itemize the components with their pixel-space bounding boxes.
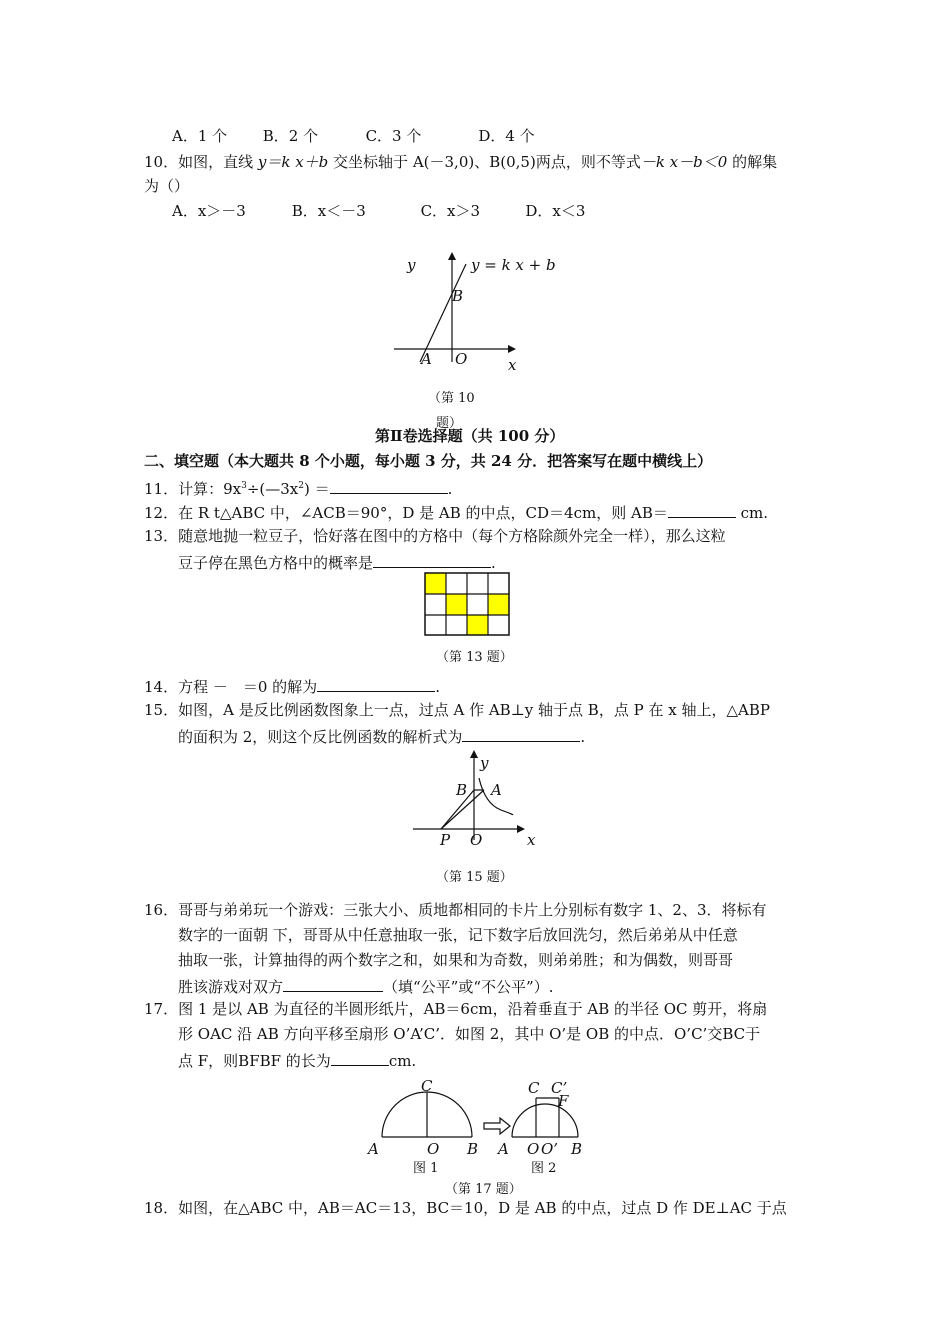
q17-fig2-label-f: F — [558, 1092, 569, 1110]
q10-y-arrow — [448, 252, 456, 260]
q17-arrow — [484, 1118, 510, 1134]
q17-fig2-label-c: C — [528, 1079, 540, 1097]
q10-options — [172, 201, 585, 221]
q13-cell-yellow-2 — [446, 594, 467, 615]
q10-label-a: A — [421, 350, 432, 368]
q15-line1 — [144, 700, 770, 720]
q10-caption-1: （第 10 — [428, 391, 475, 406]
q17-line2: 形 OAC 沿 AB 方向平移至扇形 O’A’C’．如图 2，其中 O’是 OB 的中点．O’C’交BC于 — [178, 1025, 761, 1043]
q16-line2: 数字的一面朝 下，哥哥从中任意抽取一张，记下数字后放回洗匀，然后弟弟从中任意 — [178, 926, 738, 944]
q16-answer-blank[interactable] — [283, 975, 383, 992]
q15-label-b: B — [456, 781, 468, 799]
q14-end: . — [435, 678, 440, 696]
q17-fig2-label-o: O — [527, 1140, 540, 1158]
q17-fig1-label-c: C — [421, 1077, 433, 1095]
q10-text-c: 两点，则不等式 — [535, 153, 641, 171]
q13-caption: （第 13 题） — [436, 650, 513, 665]
q10-num: 10． — [144, 153, 179, 171]
q15-x-arrow — [517, 825, 525, 833]
q10-eq: y＝k x＋b — [257, 153, 329, 171]
q17-answer-blank[interactable] — [331, 1049, 389, 1066]
q10-option-c: C．x＞3 — [420, 202, 481, 220]
q17-num: 17． — [144, 1000, 179, 1018]
q15-end: . — [580, 728, 586, 746]
q11-sup1: 3 — [241, 481, 247, 491]
q15-line2 — [178, 725, 585, 747]
q13-text-1: 随意地抛一粒豆子，恰好落在图中的方格中（每个方格除颜外完全一样），那么这粒 — [178, 527, 726, 545]
q10-label-eq: y = k x + b — [471, 256, 556, 274]
q18-text: 如图，在△ABC 中，AB＝AC＝13，BC＝10，D 是 AB 的中点，过点 D 作 DE⊥AC 于点 — [178, 1199, 787, 1217]
q17-fig1-label-b: B — [467, 1140, 479, 1158]
q16-line3: 抽取一张，计算抽得的两个数字之和，如果和为奇数，则弟弟胜；和为偶数，则哥哥 — [178, 951, 734, 969]
q11-num: 11． — [144, 480, 179, 498]
q11-end: . — [447, 480, 453, 498]
q16-line4 — [178, 975, 553, 997]
q10-option-d: D．x＜3 — [525, 202, 586, 220]
q17-fig1-label: 图 1 — [413, 1161, 439, 1176]
q15-text-1: 如图，A 是反比例函数图象上一点，过点 A 作 AB⊥y 轴于点 B，点 P 在 x 轴上，△ABP — [178, 701, 770, 719]
q11-mid: ÷(—3x — [246, 480, 299, 498]
q10-line1 — [144, 152, 777, 172]
q17-fig2-label-b: B — [571, 1140, 583, 1158]
q11-pre: 计算：9x — [178, 480, 242, 498]
q14-answer-blank[interactable] — [317, 675, 435, 692]
q9-option-c: C．3 个 — [365, 127, 422, 145]
q17-text-1: 图 1 是以 AB 为直径的半圆形纸片，AB＝6cm，沿着垂直于 AB 的半径 OC 剪开，将扇 — [178, 1000, 768, 1018]
q17-text-3: 点 F，则BFBF 的长为 — [178, 1052, 331, 1070]
q16-text-1: 哥哥与弟弟玩一个游戏：三张大小、质地都相同的卡片上分别标有数字 1、2、3．将标有 — [178, 901, 767, 919]
q10-text-d: 的解集 — [727, 153, 778, 171]
q9-option-d: D．4 个 — [478, 127, 535, 145]
q10-label-x: x — [508, 356, 517, 374]
q14 — [144, 675, 440, 697]
q16-num: 16． — [144, 901, 179, 919]
q15-label-a: A — [491, 781, 502, 799]
q13-cell-yellow-1 — [425, 573, 446, 594]
q18-num: 18． — [144, 1199, 179, 1217]
q16-text-4: 胜该游戏对双方 — [178, 978, 284, 996]
q17-line1 — [144, 999, 767, 1019]
q10-label-y: y — [407, 256, 416, 274]
q13-cell-yellow-3 — [488, 594, 509, 615]
q15-y-arrow — [470, 750, 478, 758]
section2-heading: 二、填空题（本大题共 8 个小题，每小题 3 分，共 24 分．把答案写在题中横线上） — [144, 452, 713, 470]
q10-x-arrow — [508, 345, 516, 353]
q17-fig1-label-o: O — [427, 1140, 440, 1158]
q12 — [144, 501, 768, 523]
q13-line2 — [178, 551, 496, 573]
q17-fig2-label-a: A — [498, 1140, 509, 1158]
q16-line1 — [144, 900, 767, 920]
q10-ineq: －k x－b＜0 — [640, 153, 728, 171]
q17-fig1-label-a: A — [368, 1140, 379, 1158]
q13-num: 13． — [144, 527, 179, 545]
q17-caption: （第 17 题） — [445, 1182, 522, 1197]
q13-grid — [424, 572, 514, 638]
q11 — [144, 476, 452, 499]
q17-fig2-label: 图 2 — [531, 1161, 557, 1176]
q11-post: ) ＝ — [304, 480, 330, 498]
q15-num: 15． — [144, 701, 179, 719]
q15-caption: （第 15 题） — [436, 870, 513, 885]
q11-sup2: 2 — [298, 481, 305, 491]
q15-label-x: x — [527, 831, 536, 849]
q12-unit: cm. — [735, 504, 769, 522]
q10-text-a: 如图，直线 — [178, 153, 258, 171]
q11-answer-blank[interactable] — [330, 477, 448, 494]
q10-caption-2: 题） — [436, 416, 463, 431]
q15-answer-blank[interactable] — [462, 725, 580, 742]
q14-text: 方程 － ＝0 的解为 — [178, 678, 318, 696]
q13-text-2: 豆子停在黑色方格中的概率是 — [178, 554, 374, 572]
q12-text: 在 R t△ABC 中，∠ACB＝90°，D 是 AB 的中点，CD＝4cm，则 AB＝ — [178, 504, 668, 522]
q13-answer-blank[interactable] — [373, 551, 491, 568]
q16-text-5: （填“公平”或“不公平”）. — [383, 978, 554, 996]
q10-option-b: B．x＜－3 — [291, 202, 366, 220]
q10-label-o: O — [455, 350, 468, 368]
q17-line3 — [178, 1049, 416, 1071]
q10-label-b: B — [452, 287, 464, 305]
q10-line-graph — [420, 264, 466, 362]
q10-option-a: A．x＞－3 — [172, 202, 246, 220]
q15-label-p: P — [440, 831, 451, 849]
q9-option-b: B．2 个 — [262, 127, 319, 145]
q17-fig2-label-o2: O’ — [541, 1140, 559, 1158]
q10-line2: 为（） — [144, 177, 190, 195]
q13-line1 — [144, 526, 726, 546]
q14-num: 14． — [144, 678, 179, 696]
q15-label-o: O — [470, 831, 483, 849]
q18 — [144, 1198, 787, 1218]
section2-title: 第Ⅱ卷选择题（共 100 分） — [375, 427, 565, 445]
q13-end: . — [491, 554, 496, 572]
q17-text-4: cm. — [388, 1052, 417, 1070]
q10-points: A(－3,0)、B(0,5) — [412, 153, 536, 171]
q13-cell-yellow-4 — [467, 615, 488, 635]
q12-num: 12． — [144, 504, 179, 522]
q9-options — [172, 126, 535, 146]
q9-option-a: A．1 个 — [172, 127, 228, 145]
q12-answer-blank[interactable] — [668, 501, 736, 518]
q10-text-b: 交坐标轴于 — [328, 153, 413, 171]
q17-fig2-label-c2: C’ — [551, 1079, 568, 1097]
q15-label-y: y — [480, 754, 489, 772]
q15-text-2: 的面积为 2，则这个反比例函数的解析式为 — [178, 728, 463, 746]
